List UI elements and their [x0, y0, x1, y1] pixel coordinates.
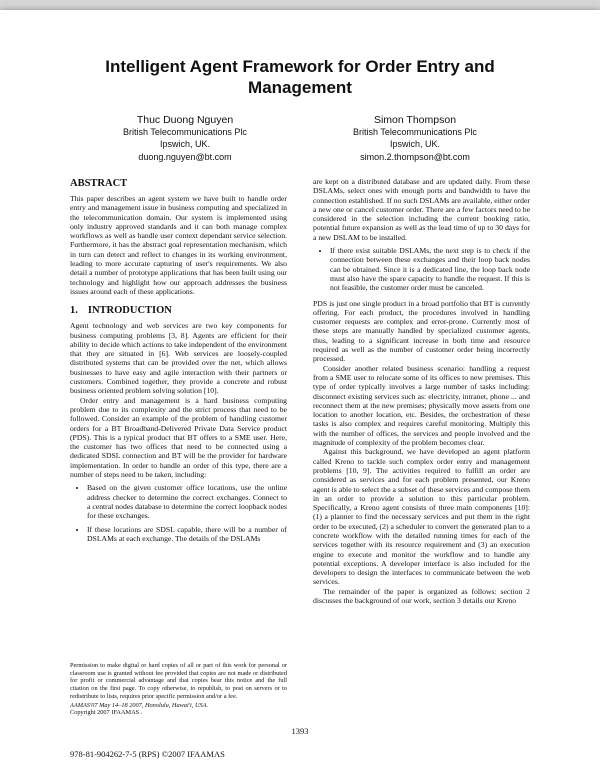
copyright-line: Copyright 2007 IFAAMAS . [70, 709, 143, 717]
body-paragraph: PDS is just one single product in a broad portfolio that BT is currently offering. For each product, the procedures involved in handling customer requests are complex and error-prone. Currently most of these steps are manually handled by specialized customer agents, thus, leading to a significant increase in both time and resource required as well as the number of customer order being incorrectly processed. [313, 298, 530, 364]
section-number: 1. [70, 305, 78, 317]
steps-list-continued [313, 246, 530, 296]
author-name: Simon Thompson [373, 114, 457, 126]
steps-list [70, 483, 287, 547]
body-paragraph: Consider another related business scenario: handling a request from a SME user to relocate some of its offices to new premises. This type of order typically involves a large number of tasks including: disconnect existing services such as: electricity, intranet, phone ... and reconnect them at the new premises; physically move assets from one location to another location, etc. Besides, the orchestration of these tasks is also complex and requires careful monitoring. Multiply this with the number of offices, the services and people involved and the magnitude of complexity of the problem becomes clear. [313, 363, 530, 448]
permission-notice [70, 662, 287, 717]
right-column [313, 177, 530, 717]
author-name: Thuc Duong Nguyen [136, 114, 234, 126]
author-city: Ipswich, UK. [389, 138, 440, 149]
intro-paragraph-1: Agent technology and web services are two key components for business computing problems [3, 8]. Agents are efficient for their ability to decide which actions to take independent of the environment that they are situated in [6]. Web services are loosely-coupled distributed systems that can be provided over the net, which allows businesses to have easy and agile interaction with their partners or customers. Combined together, they provide a concrete and robust business oriented problem solving solution [10]. [70, 321, 287, 396]
left-column [70, 177, 287, 717]
author-city: Ipswich, UK. [159, 138, 210, 149]
intro-paragraph-2: Order entry and management is a hard business computing problem due to its complexity and the strict process that need to be followed. Consider an example of the problem of handling customer orders for a BT Broadband-Delivered Private Data Service product (PDS). This is a typical product that BT offers to a SME user. Here, the customer has two offices that need to be connected using a dedicated SDSL connection and BT will be the provider for hardware implementation. In order to handle an order of this type, there are a number of steps need to be taken, including: [70, 395, 287, 480]
abstract-text: This paper describes an agent system we have built to handle order entry and management issue in business computing and specialized in the telecommunication domain. Our system is implemented using only industry approved standards and it can both manage complex workflows as well as handle user context dependant service selection. Furthermore, it has the abstract goal representation mechanism, which in turn can detect and reflect to changes in its working environment, leading to more accurate capturing of user's requirements. We also detail a number of prototype applications that has been built using our technology and highlight how our approach addresses the business issues around each of these applications. [70, 194, 287, 296]
body-paragraph: Against this background, we have developed an agent platform called Kreno to tackle such complex order entry and management problems [10, 9]. The activities required to fulfill an order are considered as services and for each problem presented, our Kreno agent is able to select the a subset of these services and compose them in an order to provide a solution to this particular problem. Specifically, a Kreno agent consists of three main components [10]: (1) a planner to find the necessary services and put them in the right order to be executed, (2) a scheduler to convert the generated plan to a concrete workflow with the detailed running times for each of the services together with its resource requirement and (3) an execution engine to execute and monitor the workflow and to handle any potential exceptions. A developer interface is also included for the developers to design the interfaces to communicate between the web services. [313, 447, 530, 587]
permission-text: Permission to make digital or hard copies of all or part of this work for personal or classroom use is granted without fee provided that copies are not made or distributed for profit or commercial advantage and that copies bear this notice and the full citation on the first page. To copy otherwise, to republish, to post on servers or to redistribute to lists, requires prior specific permission and/or a fee. [70, 662, 287, 700]
author-email: duong.nguyen@bt.com [138, 152, 232, 162]
author-block-1 [70, 114, 300, 163]
section-title: INTRODUCTION [87, 305, 172, 317]
list-item: • If these locations are SDSL capable, there will be a number of DSLAMs at each exchange. The details of the DSLAMs [87, 525, 287, 544]
author-affiliation: British Telecommunications Plc [353, 127, 477, 137]
author-email: simon.2.thompson@bt.com [360, 152, 470, 162]
author-block-2 [300, 114, 530, 163]
conference-line: AAMAS'07 May 14–18 2007, Honolulu, Hawai'i, USA. [70, 701, 209, 709]
paper-title: Intelligent Agent Framework for Order Entry and Management [105, 57, 495, 97]
body-paragraph: The remainder of the paper is organized as follows: section 2 discusses the background of our work, section 3 details our Kreno [313, 586, 530, 606]
list-item: • If there exist suitable DSLAMs, the next step is to check if the connection between these exchanges and their loop back nodes can be obtained. Since it is a dedicated line, the loop back node must also have the spare capacity to handle the request. If this is not feasible, the customer order must be canceled. [330, 246, 530, 292]
page-number: 1393 [291, 726, 309, 736]
introduction-heading [70, 304, 287, 317]
isbn-line: 978-81-904262-7-5 (RPS) ©2007 IFAAMAS [70, 749, 225, 759]
author-blocks [70, 114, 530, 163]
list-item: • Based on the given customer office locations, use the online address checker to determine the correct exchanges. Connect to a central nodes database to determine the correct loopback nodes for these exchanges. [87, 483, 287, 520]
abstract-heading: ABSTRACT [70, 178, 128, 189]
paper-page [0, 10, 600, 776]
two-column-body [70, 177, 530, 717]
bullet-continuation-text: are kept on a distributed database and are updated daily. From these DSLAMs, select ones with enough ports and bandwidth to have the connection established. If no such DSLAMs are available, either order a new one or cancel customer order. There are a few factors need to be considered in the selection including the current booking ratio, potential future expansion as well as the lead time of up to 30 days for a new DSLAM to be installed. [313, 177, 530, 242]
author-affiliation: British Telecommunications Plc [123, 127, 247, 137]
